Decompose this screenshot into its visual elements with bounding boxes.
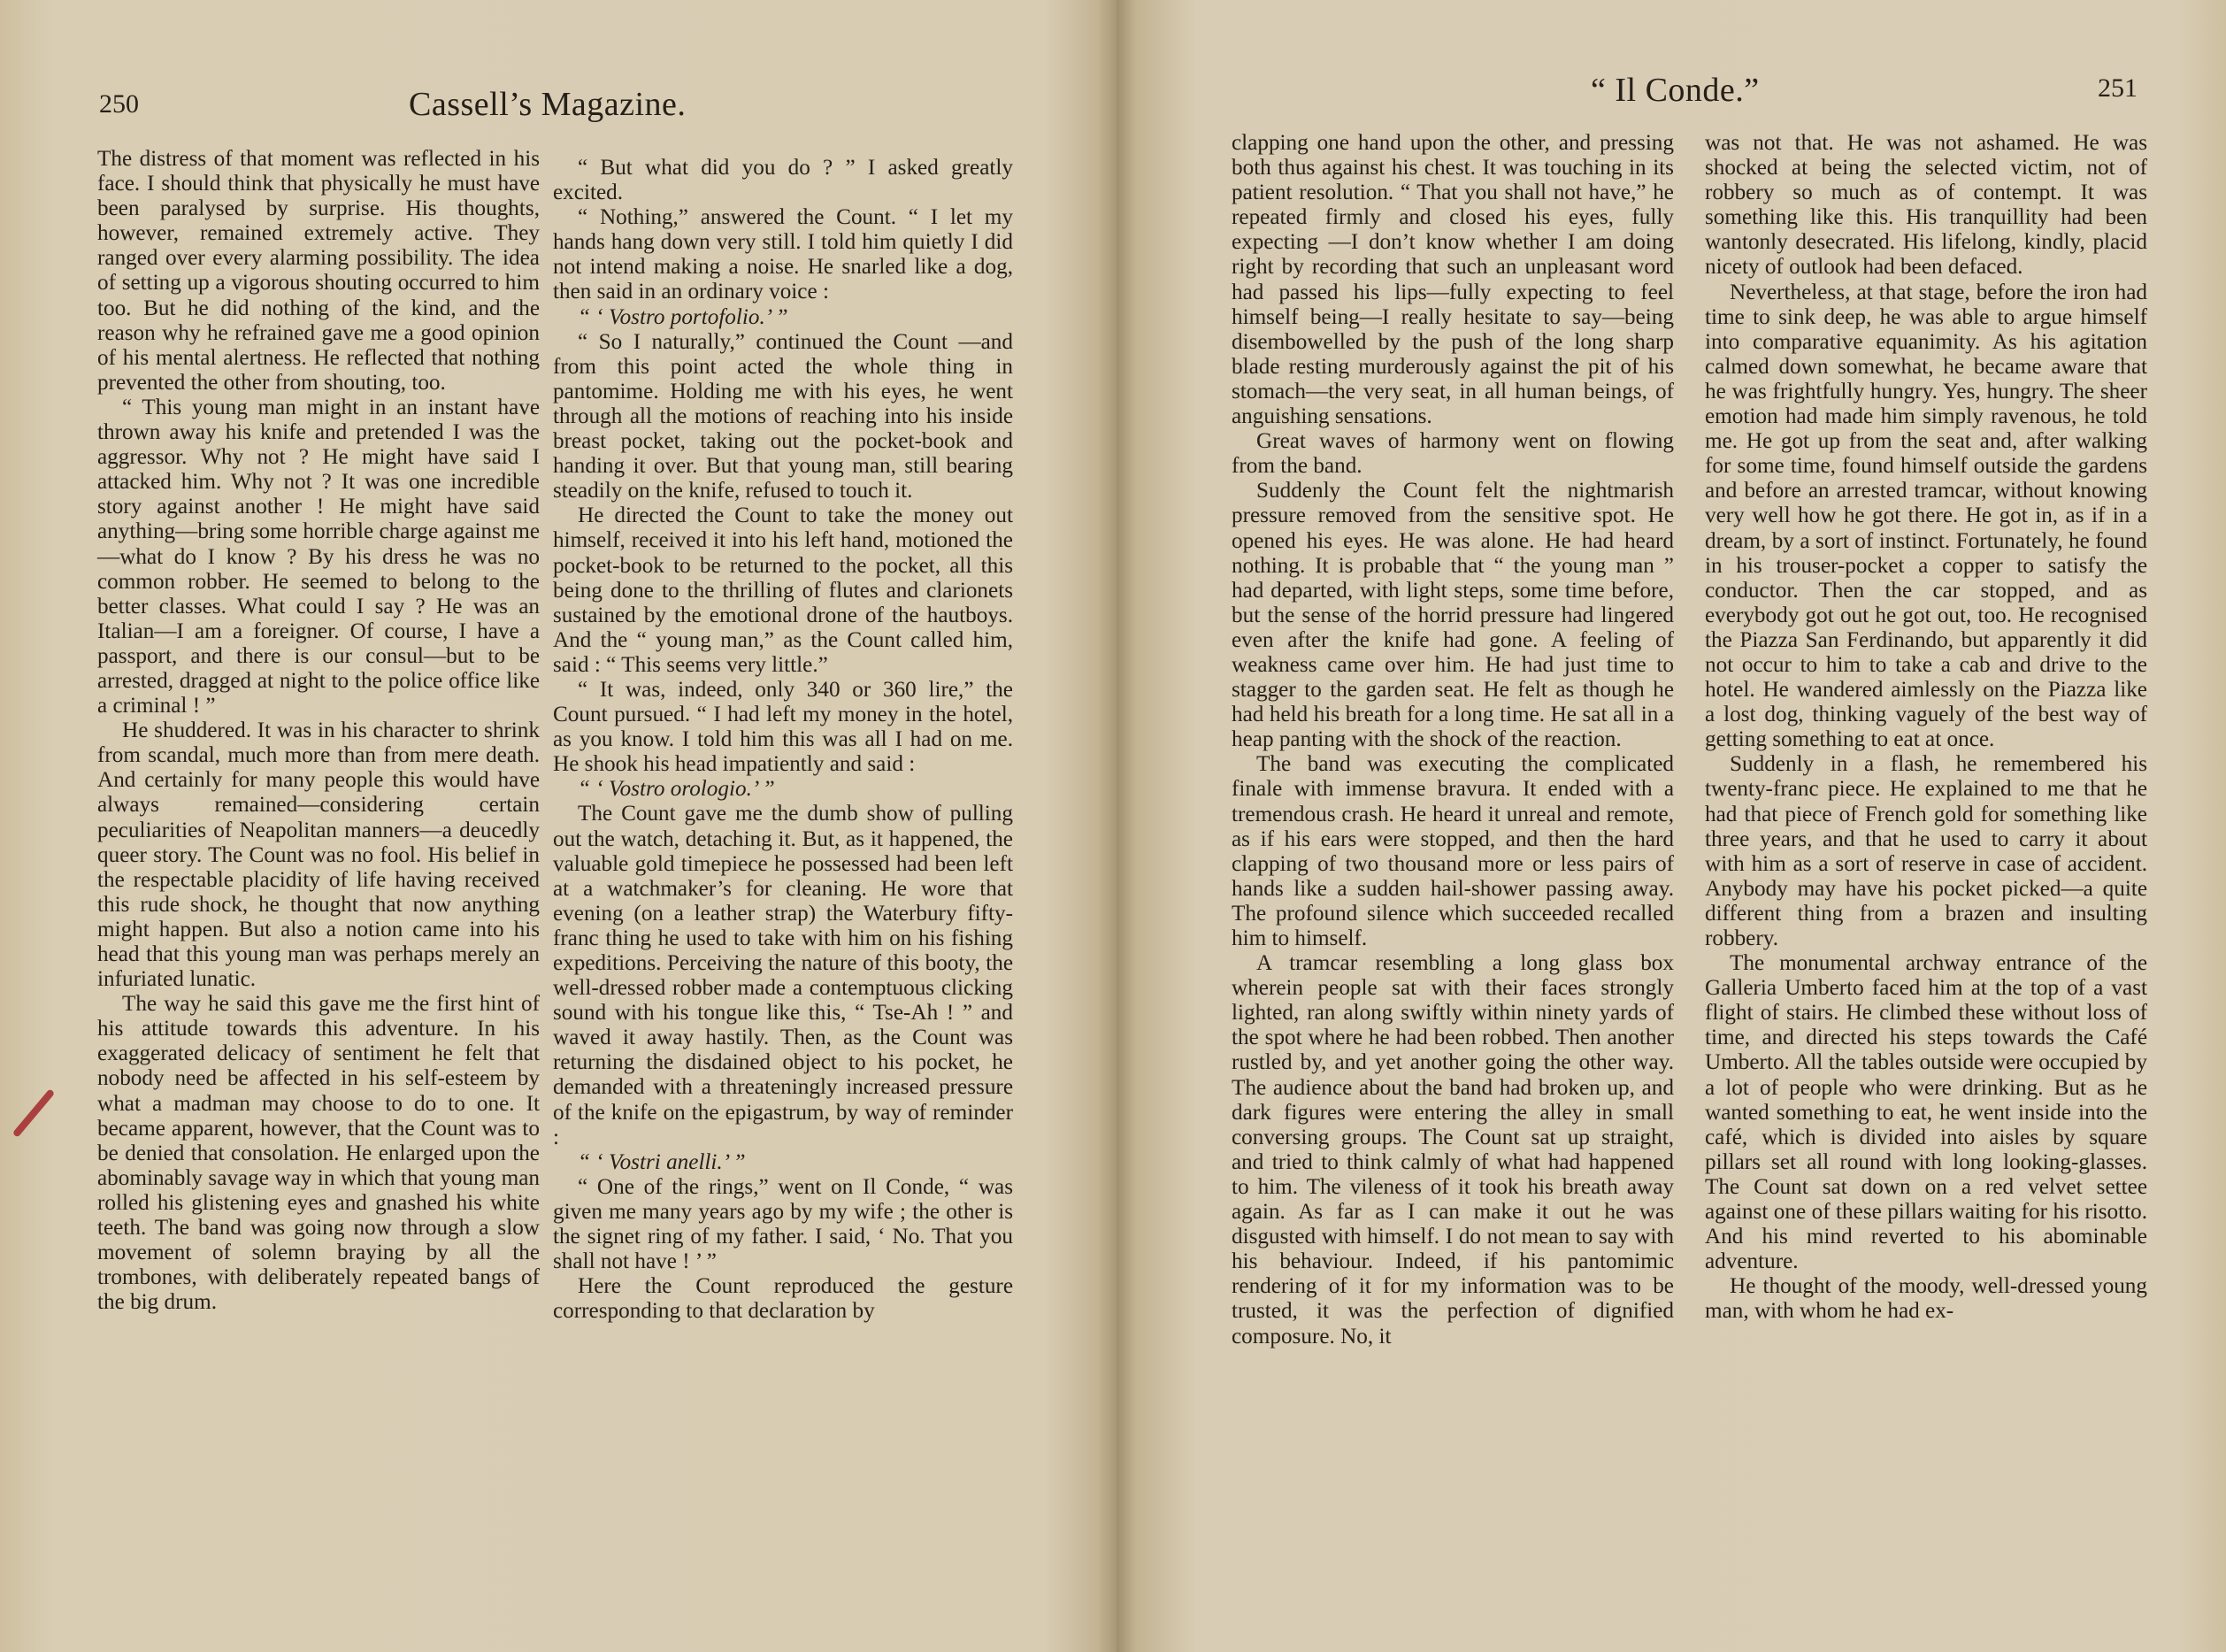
paragraph: The Count gave me the dumb show of pulling out the watch, detaching it. But, as it happened, the valuable gold timepiece he possessed had been left at a watchmaker’s for cleaning. He wore that evening (on a leather strap) the Waterbury fifty-franc thing he used to take with him on his fishing expeditions. Perceiving the nature of this booty, the well-dressed robber made a contemptuous clicking sound with his tongue like this, “ Tse-Ah ! ” and waved it away hastily. Then, as the Count was returning the disdained object to his pocket, he demanded with a threateningly increased pressure of the knife on the epigastrum, by way of reminder :	[553, 802, 1013, 1149]
paragraph: He directed the Count to take the money out himself, received it into his left hand, motioned the pocket-book to be returned to the pocket, all this being done to the thrilling of flutes and clarionets sustained by the emotional drone of the hautboys. And the “ young man,” as the Count called him, said : “ This seems very little.”	[553, 503, 1013, 677]
paragraph: “ Nothing,” answered the Count. “ I let my hands hang down very still. I told him quietly I did not intend making a noise. He snarled like a dog, then said in an ordinary voice :	[553, 205, 1013, 304]
left-page-column-2	[553, 156, 1013, 1324]
running-head-left: Cassell’s Magazine.	[409, 86, 687, 123]
paragraph: The band was executing the complicated finale with immense bravura. It ended with a tremendous crash. He heard it unreal and remote, as if his ears were stopped, and then the hard clapping of two thousand more or less pairs of hands like a sudden hail-shower passing away. The profound silence which succeeded recalled him to himself.	[1232, 752, 1674, 950]
paragraph: Here the Count reproduced the gesture corresponding to that declaration by	[553, 1274, 1013, 1324]
paragraph: “ ‘ Vostro orologio.’ ”	[578, 777, 775, 802]
paragraph: “ One of the rings,” went on Il Conde, “ was given me many years ago by my wife ; the other is the signet ring of my father. I said, ‘ No. That you shall not have ! ’ ”	[553, 1174, 1013, 1274]
page-number-right: 251	[2098, 73, 2138, 103]
paragraph: Great waves of harmony went on flowing from the band.	[1232, 429, 1674, 479]
paragraph: was not that. He was not ashamed. He was shocked at being the selected victim, not of robbery so much as of contempt. It was something like this. His tranquillity had been wantonly desecrated. His lifelong, kindly, placid nicety of outlook had been defaced.	[1705, 131, 2147, 280]
pencil-margin-mark	[12, 1088, 56, 1138]
right-page-column-2	[1705, 131, 2147, 1325]
right-page	[1117, 0, 2226, 1652]
right-page-column-1	[1232, 131, 1674, 1349]
paragraph: “ So I naturally,” continued the Count —and from this point acted the whole thing in pantomime. Holding me with his eyes, he went through all the motions of reaching into his inside breast pocket, taking out the pocket-book and handing it over. But that young man, still bearing steadily on the knife, refused to touch it.	[553, 329, 1013, 503]
running-head-right: “ Il Conde.”	[1591, 72, 1760, 109]
paragraph: He shuddered. It was in his character to shrink from scandal, much more than from mere death. And certainly for many people this would have always remained—considering certain peculiarities of Neapolitan manners—a deucedly queer story. The Count was no fool. His belief in the respectable placidity of life having received this rude shock, he thought that now anything might happen. But also a notion came into his head that this young man was perhaps merely an infuriated lunatic.	[97, 718, 540, 992]
paragraph: The way he said this gave me the first hint of his attitude towards this adventure. In his exaggerated delicacy of sentiment he felt that nobody need be affected in his self-esteem by what a madman may choose to do to one. It became apparent, however, that the Count was to be denied that consolation. He enlarged upon the abominably savage way in which that young man rolled his glistening eyes and gnashed his white teeth. The band was going now through a slow movement of solemn braying by all the trombones, with deliberately repeated bangs of the big drum.	[97, 992, 540, 1315]
paragraph: Nevertheless, at that stage, before the iron had time to sink deep, he was able to argue himself into comparative equanimity. As his agitation calmed down somewhat, he became aware that he was frightfully hungry. Yes, hungry. The sheer emotion had made him simply ravenous, he told me. He got up from the seat and, after walking for some time, found himself outside the gardens and before an arrested tramcar, without knowing very well how he got there. He got in, as if in a dream, by a sort of instinct. Fortunately, he found in his trouser-pocket a copper to satisfy the conductor. Then the car stopped, and as everybody got out he got out, too. He recognised the Piazza San Ferdinando, but apparently it did not occur to him to take a cab and drive to the hotel. He wandered aimlessly on the Piazza like a lost dog, thinking vaguely of the best way of getting something to eat at once.	[1705, 280, 2147, 752]
paragraph: He thought of the moody, well-dressed young man, with whom he had ex-	[1705, 1274, 2147, 1324]
paragraph: “ It was, indeed, only 340 or 360 lire,” the Count pursued. “ I had left my money in the hotel, as you know. I told him this was all I had on me. He shook his head impatiently and said :	[553, 677, 1013, 777]
paragraph: The monumental archway entrance of the Galleria Umberto faced him at the top of a vast flight of stairs. He climbed these without loss of time, and directed his steps towards the Café Umberto. All the tables outside were occupied by a lot of people who were drinking. But as he wanted something to eat, he went inside into the café, which is divided into aisles by square pillars set all round with long looking-glasses. The Count sat down on a red velvet settee against one of these pillars waiting for his risotto. And his mind reverted to his abominable adventure.	[1705, 951, 2147, 1274]
paragraph: “ This young man might in an instant have thrown away his knife and pretended I was the aggressor. Why not ? He might have said I attacked him. Why not ? It was one incredible story against another ! He might have said anything—bring some horrible charge against me—what do I know ? By his dress he was no common robber. He seemed to belong to the better classes. What could I say ? He was an Italian—I am a foreigner. Of course, I have a passport, and there is our consul—but to be arrested, dragged at night to the police office like a criminal ! ”	[97, 395, 540, 718]
paragraph: A tramcar resembling a long glass box wherein people sat with their faces strongly lighted, ran along swiftly within ninety yards of the spot where he had been robbed. Then another rustled by, and yet another going the other way. The audience about the band had broken up, and dark figures were entering the alley in small conversing groups. The Count sat up straight, and tried to think calmly of what had happened to him. The vileness of it took his breath away again. As far as I can make it out he was disgusted with himself. I do not mean to say with his behaviour. Indeed, if his pantomimic rendering of it for my information was to be trusted, it was the perfection of dignified composure. No, it	[1232, 951, 1674, 1348]
page-number-left: 250	[99, 89, 139, 119]
paragraph: clapping one hand upon the other, and pressing both thus against his chest. It was touching in its patient resolution. “ That you shall not have,” he repeated firmly and closed his eyes, fully expecting —I don’t know whether I am doing right by recording that such an unpleasant word had passed his lips—fully expecting to feel himself being—I really hesitate to say—being disembowelled by the push of the long sharp blade resting murderously against the pit of his stomach—the very seat, in all human beings, of anguishing sensations.	[1232, 131, 1674, 429]
paragraph: “ But what did you do ? ” I asked greatly excited.	[553, 156, 1013, 205]
left-page-column-1	[97, 147, 540, 1315]
paragraph: “ ‘ Vostri anelli.’ ”	[578, 1149, 746, 1174]
paragraph: Suddenly the Count felt the nightmarish pressure removed from the sensitive spot. He opened his eyes. He was alone. He had heard nothing. It is probable that “ the young man ” had departed, with light steps, some time before, but the sense of the horrid pressure had lingered even after the knife had gone. A feeling of weakness came over him. He had just time to stagger to the garden seat. He felt as though he had held his breath for a long time. He sat all in a heap panting with the shock of the reaction.	[1232, 479, 1674, 752]
paragraph: Suddenly in a flash, he remembered his twenty-franc piece. He explained to me that he had that piece of French gold for something like three years, and that he used to carry it about with him as a sort of reserve in case of accident. Anybody may have his pocket picked—a quite different thing from a brazen and insulting robbery.	[1705, 752, 2147, 950]
paragraph: “ ‘ Vostro portofolio.’ ”	[578, 304, 788, 329]
paragraph: The distress of that moment was reflected in his face. I should think that physically he must have been paralysed by surprise. His thoughts, however, remained extremely active. They ranged over every alarming possibility. The idea of setting up a vigorous shouting occurred to him too. But he did nothing of the kind, and the reason why he refrained gave me a good opinion of his mental alertness. He reflected that nothing prevented the other from shouting, too.	[97, 147, 540, 395]
